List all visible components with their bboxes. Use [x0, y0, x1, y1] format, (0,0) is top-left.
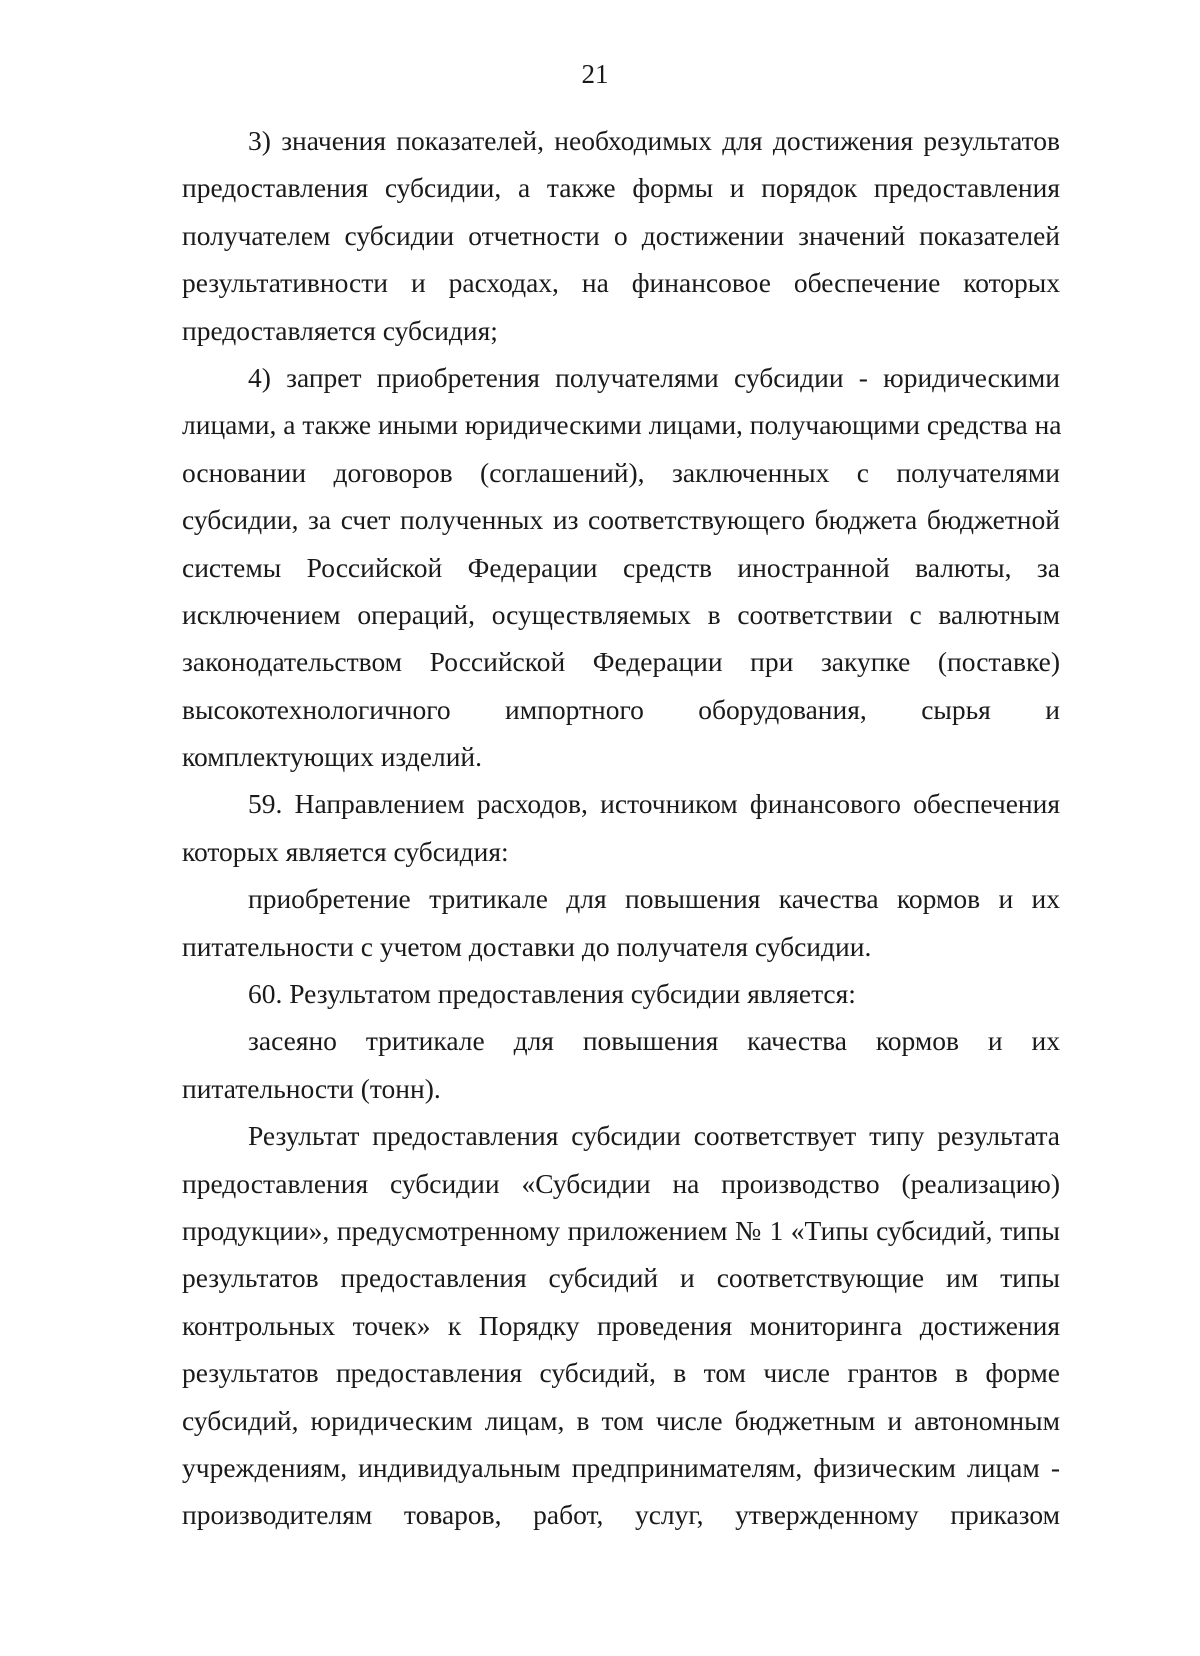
text-line: результатов предоставления субсидий и соответствующие им типы [182, 1262, 1060, 1294]
text-line: результативности и расходах, на финансовое обеспечение которых [182, 267, 1060, 299]
text-line: получателем субсидии отчетности о достижении значений показателей [182, 219, 1060, 251]
text-line: результатов предоставления субсидий, в том числе грантов в форме [182, 1357, 1060, 1389]
text-line: контрольных точек» к Порядку проведения мониторинга достижения [182, 1309, 1060, 1341]
text-line: предоставляется субсидия; [182, 314, 498, 346]
text-line: питательности (тонн). [182, 1072, 441, 1104]
text-line: приобретение тритикале для повышения качества кормов и их [248, 883, 1060, 915]
text-line: 59. Направлением расходов, источником финансового обеспечения [248, 788, 1060, 820]
text-line: 60. Результатом предоставления субсидии является: [248, 978, 856, 1010]
text-line: 3) значения показателей, необходимых для достижения результатов [248, 125, 1060, 156]
text-line: питательности с учетом доставки до получателя субсидии. [182, 930, 872, 962]
text-line: засеяно тритикале для повышения качества кормов и их [248, 1025, 1060, 1057]
text-line: высокотехнологичного импортного оборудования, сырья и [182, 693, 1060, 725]
text-line: производителям товаров, работ, услуг, утвержденному приказом [182, 1499, 1060, 1531]
text-line: комплектующих изделий. [182, 741, 483, 773]
text-line: исключением операций, осуществляемых в соответствии с валютным [182, 598, 1060, 630]
text-line: Результат предоставления субсидии соответствует типу результата [248, 1120, 1060, 1152]
text-line: продукции», предусмотренному приложением № 1 «Типы субсидий, типы [182, 1214, 1060, 1246]
text-line: субсидии, за счет полученных из соответствующего бюджета бюджетной [182, 504, 1060, 536]
text-line: законодательством Российской Федерации при закупке (поставке) [182, 646, 1060, 678]
text-line: лицами, а также иными юридическими лицами, получающими средства на [182, 409, 1062, 441]
document-body [182, 117, 1060, 1539]
text-line: основании договоров (соглашений), заключенных с получателями [182, 456, 1060, 488]
page-number: 21 [581, 59, 609, 89]
text-line: системы Российской Федерации средств иностранной валюты, за [182, 551, 1060, 583]
text-line: 4) запрет приобретения получателями субсидии - юридическими [248, 361, 1060, 393]
text-line: предоставления субсидии, а также формы и порядок предоставления [182, 172, 1060, 204]
text-line: учреждениям, индивидуальным предпринимателям, физическим лицам - [182, 1451, 1060, 1483]
text-line: которых является субсидия: [182, 835, 509, 867]
text-line: субсидий, юридическим лицам, в том числе бюджетным и автономным [182, 1404, 1060, 1436]
text-line: предоставления субсидии «Субсидии на производство (реализацию) [182, 1167, 1060, 1199]
